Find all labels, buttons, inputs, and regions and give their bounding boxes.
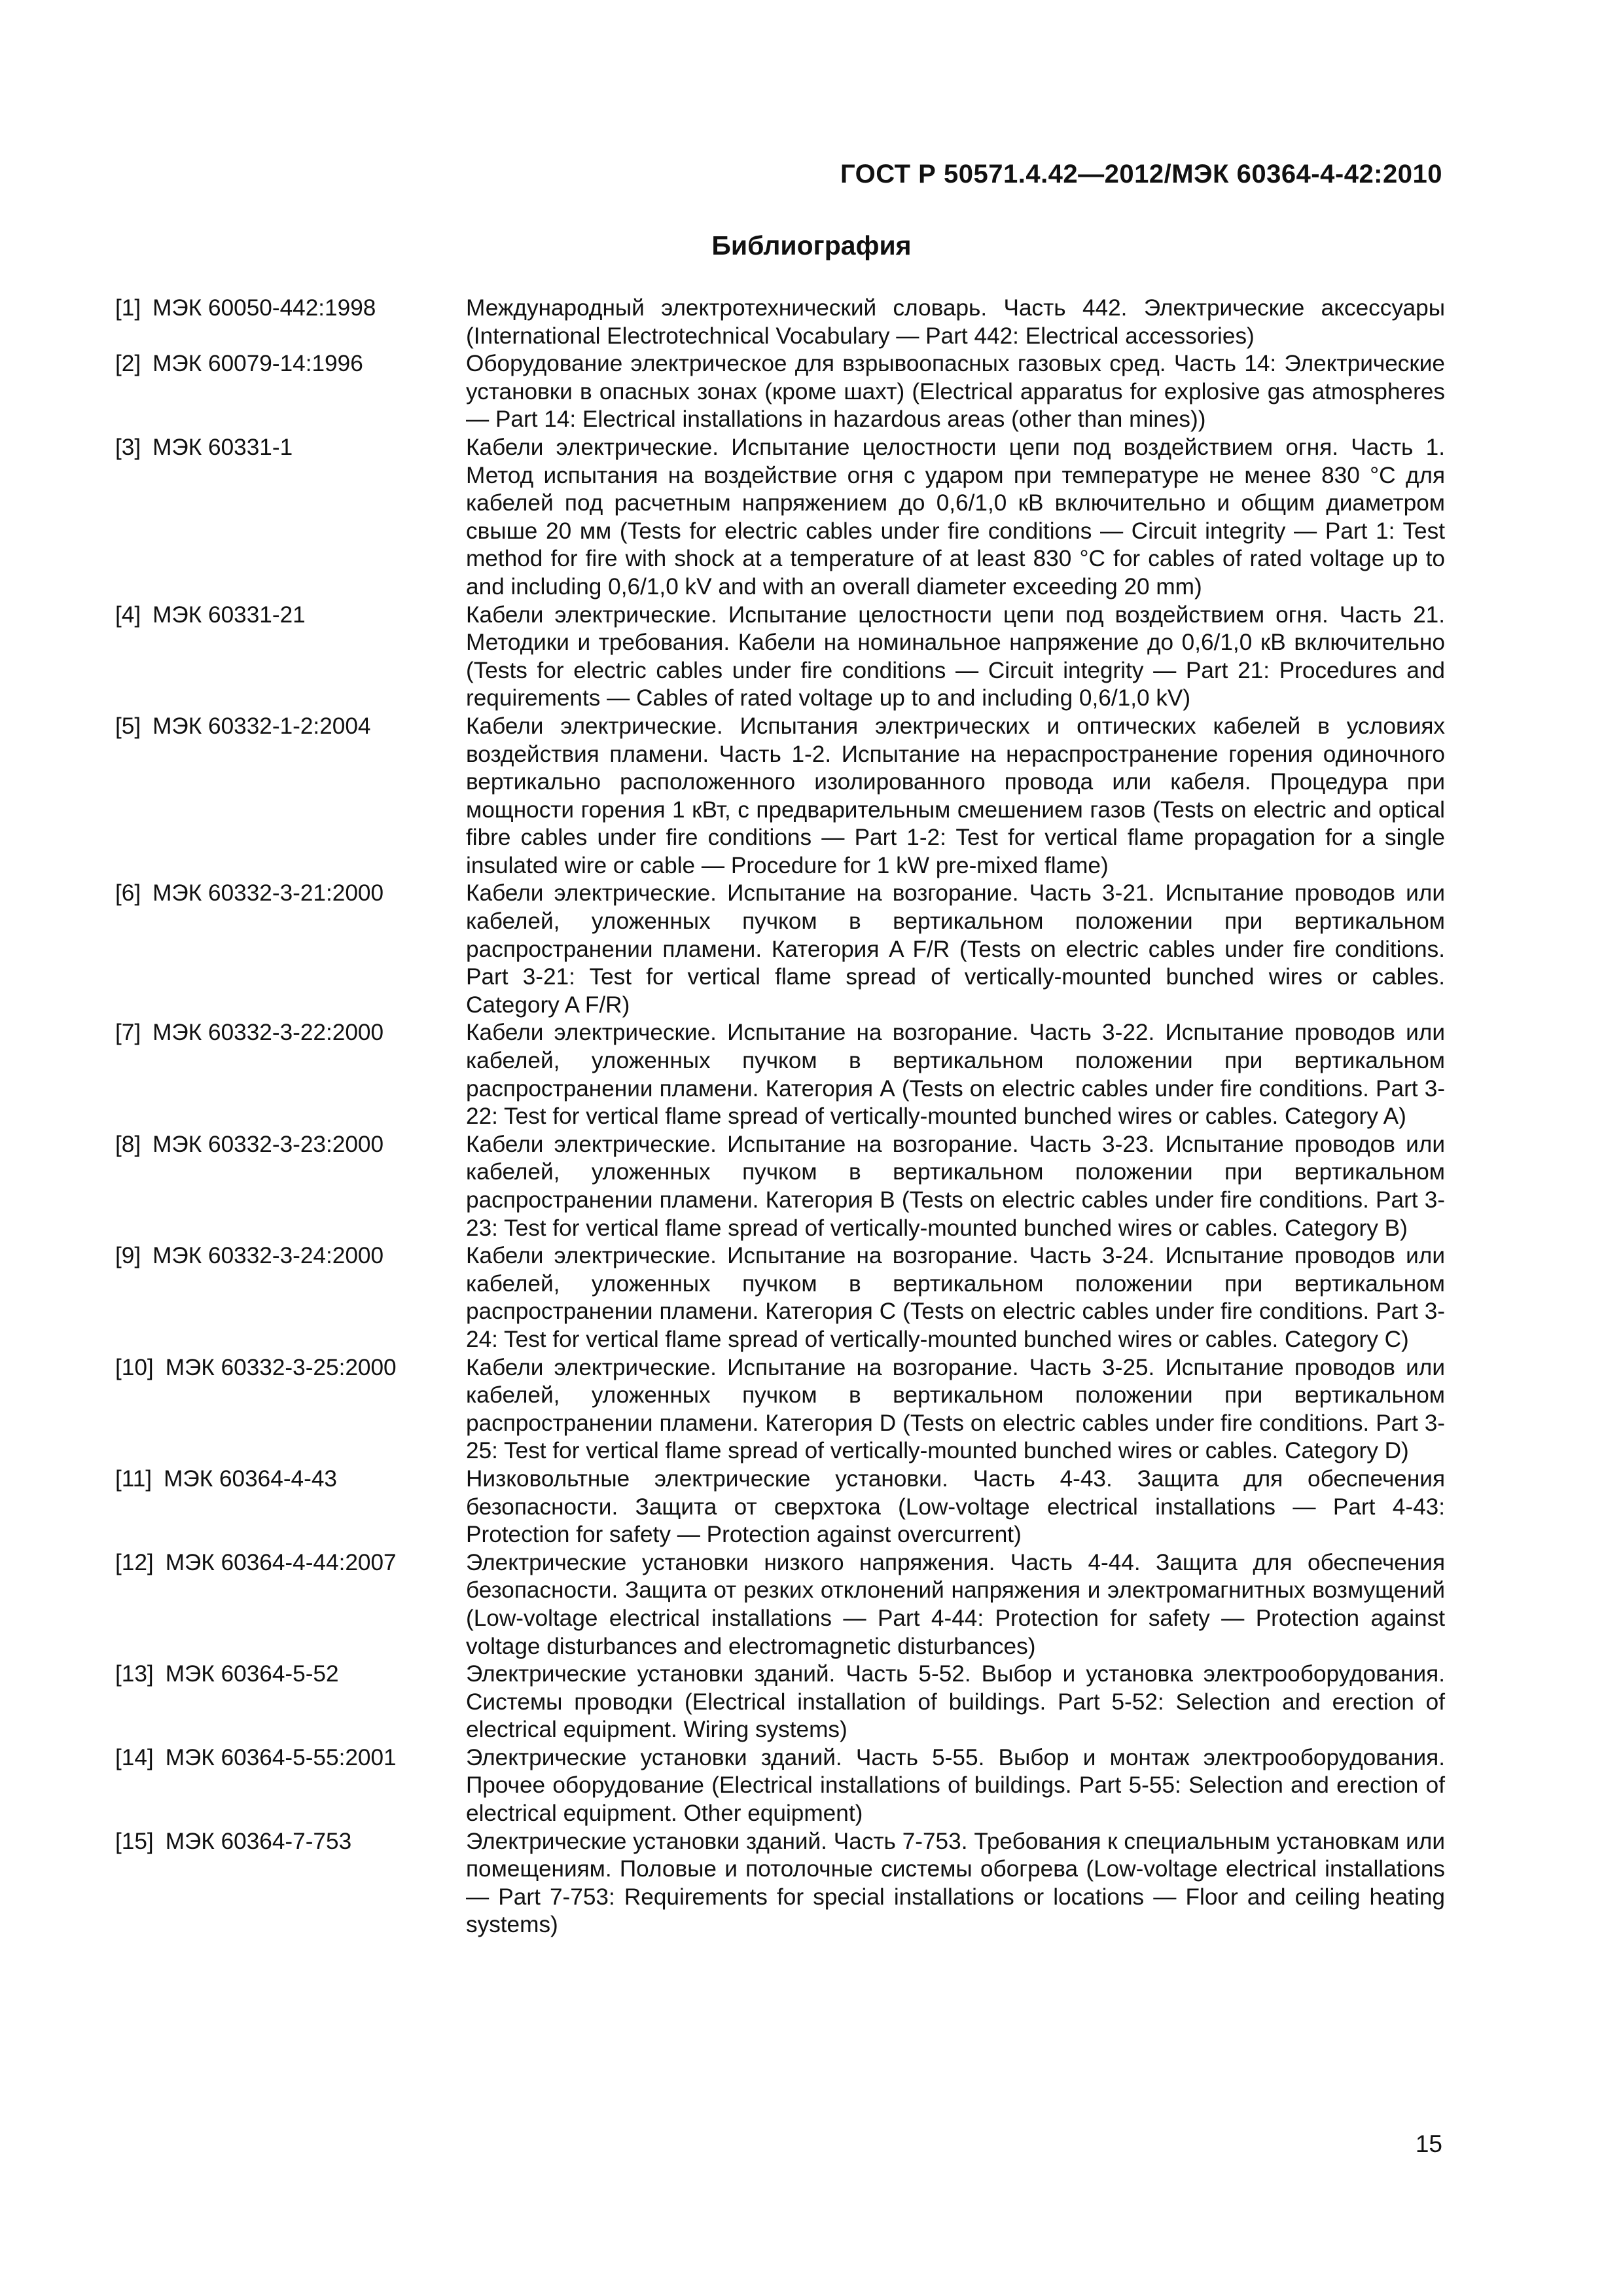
reference-label — [115, 1828, 466, 1856]
reference-number: [9] — [115, 1243, 141, 1269]
bibliography-entry-13 — [115, 1660, 1445, 1744]
bibliography-entry-2 — [115, 350, 1445, 434]
reference-standard-code: МЭК 60364-7-753 — [165, 1828, 352, 1854]
reference-standard-code: МЭК 60050-442:1998 — [152, 295, 376, 321]
reference-label — [115, 350, 466, 378]
standard-designation-header: ГОСТ Р 50571.4.42—2012/МЭК 60364-4-42:2010 — [840, 160, 1442, 188]
reference-number: [7] — [115, 1020, 141, 1046]
reference-standard-code: МЭК 60332-3-21:2000 — [152, 880, 384, 906]
reference-description: Кабели электрические. Испытание целостности цепи под воздействием огня. Часть 1. Метод испытания на воздействие огня с ударом при температуре не менее 830 °С для кабелей под расчетным напряжением до 0,6/1,0 кВ включительно и общим диаметром свыше 20 мм (Tests for electric cables under fire conditions — Circuit integrity — Part 1: Test method for fire with shock at a temperature of at least 830 °C for cables of rated voltage up to and including 0,6/1,0 kV and with an overall diameter exceeding 20 mm) — [466, 434, 1445, 600]
reference-number: [10] — [115, 1354, 154, 1380]
reference-number: [1] — [115, 295, 141, 321]
bibliography-title: Библиография — [711, 230, 912, 260]
bibliography-entry-3 — [115, 434, 1445, 601]
reference-number: [13] — [115, 1661, 154, 1687]
bibliography-entry-14 — [115, 1744, 1445, 1828]
reference-label — [115, 1131, 466, 1159]
reference-description: Низковольтные электрические установки. Часть 4-43. Защита для обеспечения безопасности. Защита от сверхтока (Low-voltage electrical installations — Part 4-43: Protection for safety — Protection against overcurrent) — [466, 1465, 1445, 1548]
reference-standard-code: МЭК 60364-5-55:2001 — [165, 1744, 397, 1770]
reference-description: Кабели электрические. Испытание на возгорание. Часть 3-22. Испытание проводов или кабелей, уложенных пучком в вертикальном положении при вертикальном распространении пламени. Категория А (Tests on electric cables under fire conditions. Part 3-22: Test for vertical flame spread of vertically-mounted bunched wires or cables. Category A) — [466, 1020, 1445, 1130]
reference-description: Оборудование электрическое для взрывоопасных газовых сред. Часть 14: Электрические установки в опасных зонах (кроме шахт) (Electrical apparatus for explosive gas atmospheres — Part 14: Electrical installations in hazardous areas (other than mines)) — [466, 351, 1445, 433]
bibliography-entry-8 — [115, 1131, 1445, 1242]
reference-description: Кабели электрические. Испытание целостности цепи под воздействием огня. Часть 21. Методики и требования. Кабели на номинальное напряжение до 0,6/1,0 кВ включительно (Tests for electric cables under fire conditions — Circuit integrity — Part 21: Procedures and requirements — Cables of rated voltage up to and including 0,6/1,0 kV) — [466, 601, 1445, 711]
bibliography-entry-4 — [115, 601, 1445, 713]
reference-description: Электрические установки зданий. Часть 7-753. Требования к специальным установкам или помещениям. Половые и потолочные системы обогрева (Low-voltage electrical installations — Part 7-753: Requirements for special installations or locations — Floor and ceiling heating systems) — [466, 1828, 1445, 1938]
reference-label — [115, 1242, 466, 1270]
reference-standard-code: МЭК 60332-3-23:2000 — [152, 1131, 384, 1157]
bibliography-list — [115, 295, 1445, 1939]
page-number: 15 — [1415, 2130, 1442, 2157]
bibliography-entry-1 — [115, 295, 1445, 350]
reference-label — [115, 1354, 466, 1382]
bibliography-entry-12 — [115, 1549, 1445, 1660]
reference-description: Электрические установки зданий. Часть 5-52. Выбор и установка электрооборудования. Системы проводки (Electrical installation of buildings. Part 5-52: Selection and erection of electrical equipment. Wiring systems) — [466, 1661, 1445, 1743]
reference-label — [115, 713, 466, 741]
reference-standard-code: МЭК 60079-14:1996 — [152, 351, 363, 377]
reference-description: Электрические установки низкого напряжения. Часть 4-44. Защита для обеспечения безопасности. Защита от резких отклонений напряжения и электромагнитных возмущений (Low-voltage electrical installations — Part 4-44: Protection for safety — Protection against voltage disturbances and electromagnetic disturbances) — [466, 1549, 1445, 1659]
reference-number: [2] — [115, 351, 141, 377]
bibliography-entry-6 — [115, 880, 1445, 1019]
reference-description: Международный электротехнический словарь. Часть 442. Электрические аксессуары (International Electrotechnical Vocabulary — Part 442: Electrical accessories) — [466, 295, 1445, 349]
reference-description: Кабели электрические. Испытание на возгорание. Часть 3-21. Испытание проводов или кабелей, уложенных пучком в вертикальном положении при вертикальном распространении пламени. Категория A F/R (Tests on electric cables under fire conditions. Part 3-21: Test for vertical flame spread of vertically-mounted bunched wires or cables. Category A F/R) — [466, 880, 1445, 1018]
bibliography-entry-5 — [115, 713, 1445, 880]
reference-number: [8] — [115, 1131, 141, 1157]
reference-description: Кабели электрические. Испытание на возгорание. Часть 3-25. Испытание проводов или кабелей, уложенных пучком в вертикальном положении при вертикальном распространении пламени. Категория D (Tests on electric cables under fire conditions. Part 3-25: Test for vertical flame spread of vertically-mounted bunched wires or cables. Category D) — [466, 1354, 1445, 1464]
reference-description: Кабели электрические. Испытания электрических и оптических кабелей в условиях воздействия пламени. Часть 1-2. Испытание на нераспространение горения одиночного вертикально расположенного изолированного провода или кабеля. Процедура при мощности горения 1 кВт, с предварительным смешением газов (Tests on electric and optical fibre cables under fire conditions — Part 1-2: Test for vertical flame propagation for a single insulated wire or cable — Procedure for 1 kW pre-mixed flame) — [466, 713, 1445, 878]
reference-number: [14] — [115, 1744, 154, 1770]
reference-number: [12] — [115, 1549, 154, 1575]
reference-label — [115, 295, 466, 323]
reference-standard-code: МЭК 60331-1 — [152, 434, 293, 460]
reference-label — [115, 1744, 466, 1772]
reference-number: [5] — [115, 713, 141, 739]
reference-label — [115, 601, 466, 630]
reference-description: Кабели электрические. Испытание на возгорание. Часть 3-23. Испытание проводов или кабелей, уложенных пучком в вертикальном положении при вертикальном распространении пламени. Категория В (Tests on electric cables under fire conditions. Part 3-23: Test for vertical flame spread of vertically-mounted bunched wires or cables. Category B) — [466, 1131, 1445, 1241]
reference-label — [115, 1465, 466, 1494]
reference-standard-code: МЭК 60364-4-44:2007 — [165, 1549, 397, 1575]
reference-label — [115, 880, 466, 908]
reference-standard-code: МЭК 60364-4-43 — [164, 1465, 337, 1492]
bibliography-entry-9 — [115, 1242, 1445, 1354]
reference-description: Электрические установки зданий. Часть 5-55. Выбор и монтаж электрооборудования. Прочее оборудование (Electrical installations of buildings. Part 5-55: Selection and erection of electrical equipment. Other equipment) — [466, 1744, 1445, 1827]
reference-label — [115, 1660, 466, 1689]
reference-label — [115, 434, 466, 462]
reference-standard-code: МЭК 60332-3-22:2000 — [152, 1020, 384, 1046]
reference-description: Кабели электрические. Испытание на возгорание. Часть 3-24. Испытание проводов или кабелей, уложенных пучком в вертикальном положении при вертикальном распространении пламени. Категория С (Tests on electric cables under fire conditions. Part 3-24: Test for vertical flame spread of vertically-mounted bunched wires or cables. Category C) — [466, 1243, 1445, 1352]
reference-number: [15] — [115, 1828, 154, 1854]
reference-number: [6] — [115, 880, 141, 906]
reference-standard-code: МЭК 60332-3-25:2000 — [165, 1354, 397, 1380]
reference-label — [115, 1019, 466, 1047]
reference-number: [4] — [115, 601, 141, 628]
reference-number: [3] — [115, 434, 141, 460]
reference-standard-code: МЭК 60331-21 — [152, 601, 306, 628]
bibliography-entry-10 — [115, 1354, 1445, 1465]
reference-label — [115, 1549, 466, 1577]
bibliography-entry-11 — [115, 1465, 1445, 1549]
reference-number: [11] — [115, 1465, 152, 1492]
bibliography-entry-15 — [115, 1828, 1445, 1939]
bibliography-entry-7 — [115, 1019, 1445, 1130]
reference-standard-code: МЭК 60332-1-2:2004 — [152, 713, 371, 739]
reference-standard-code: МЭК 60364-5-52 — [165, 1661, 339, 1687]
reference-standard-code: МЭК 60332-3-24:2000 — [152, 1243, 384, 1269]
